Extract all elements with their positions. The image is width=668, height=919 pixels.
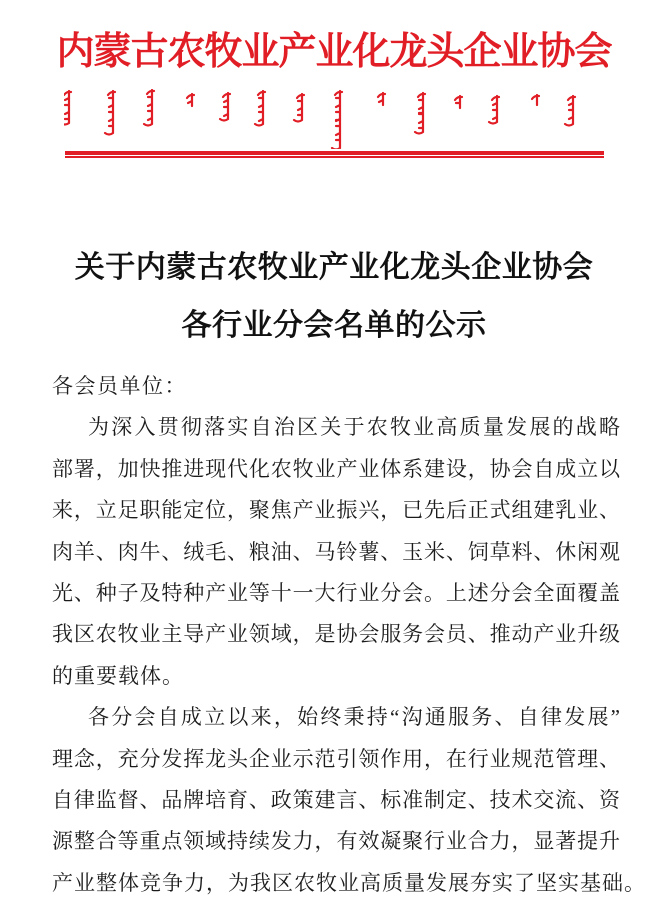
- mongolian-word: [105, 91, 115, 135]
- mongolian-word: [187, 94, 194, 106]
- paragraph-line: 我区农牧业主导产业领域，是协会服务会员、推动产业升级: [52, 622, 620, 647]
- paragraph-line: 的重要载体。: [52, 663, 184, 688]
- paragraph-line: 自律监督、品牌培育、政策建言、标准制定、技术交流、资: [52, 787, 620, 812]
- mongolian-word: [455, 96, 462, 108]
- paragraph-line: 光、种子及特种产业等十一大行业分会。上述分会全面覆盖: [52, 580, 620, 605]
- letterhead-org-name: 内蒙古农牧业产业化龙头企业协会: [56, 31, 612, 73]
- paragraph-line: 产业整体竞争力，为我区农牧业高质量发展夯实了坚实基础。: [52, 870, 646, 895]
- mongolian-script: [64, 89, 604, 149]
- paragraph-line: 部署，加快推进现代化农牧业产业体系建设，协会自成立以: [52, 456, 620, 481]
- paragraph-line: 为深入贯彻落实自治区关于农牧业高质量发展的战略: [88, 415, 620, 440]
- doc-title-line2: 各行业分会名单的公示: [181, 309, 487, 342]
- mongolian-word: [489, 96, 499, 124]
- paragraph-line: 肉羊、肉牛、绒毛、粮油、马铃薯、玉米、饲草料、休闲观: [52, 539, 620, 564]
- mongolian-word: [294, 94, 304, 122]
- letterhead-divider-rule: [65, 151, 604, 158]
- mongolian-word: [332, 91, 342, 149]
- doc-body: [52, 366, 646, 904]
- paragraph-line: 源整合等重点领域持续发力，有效凝聚行业合力，显著提升: [52, 829, 620, 854]
- mongolian-word: [255, 91, 265, 126]
- mongolian-word: [378, 93, 385, 105]
- mongolian-word: [144, 90, 154, 126]
- doc-title-line1: 关于内蒙古农牧业产业化龙头企业协会: [74, 251, 594, 284]
- paragraph-line: 各分会自成立以来，始终秉持“沟通服务、自律发展”: [88, 705, 620, 730]
- paragraph-line: 理念，充分发挥龙头企业示范引领作用，在行业规范管理、: [52, 746, 620, 771]
- doc-title: [0, 239, 668, 355]
- mongolian-word: [415, 93, 425, 134]
- mongolian-word: [565, 96, 575, 126]
- mongolian-word: [64, 91, 71, 125]
- mongolian-word: [220, 93, 230, 121]
- salutation: 各会员单位：: [52, 374, 187, 398]
- paragraph-line: 来，立足职能定位，聚焦产业振兴，已先后正式组建乳业、: [52, 498, 620, 523]
- mongolian-word: [532, 95, 539, 105]
